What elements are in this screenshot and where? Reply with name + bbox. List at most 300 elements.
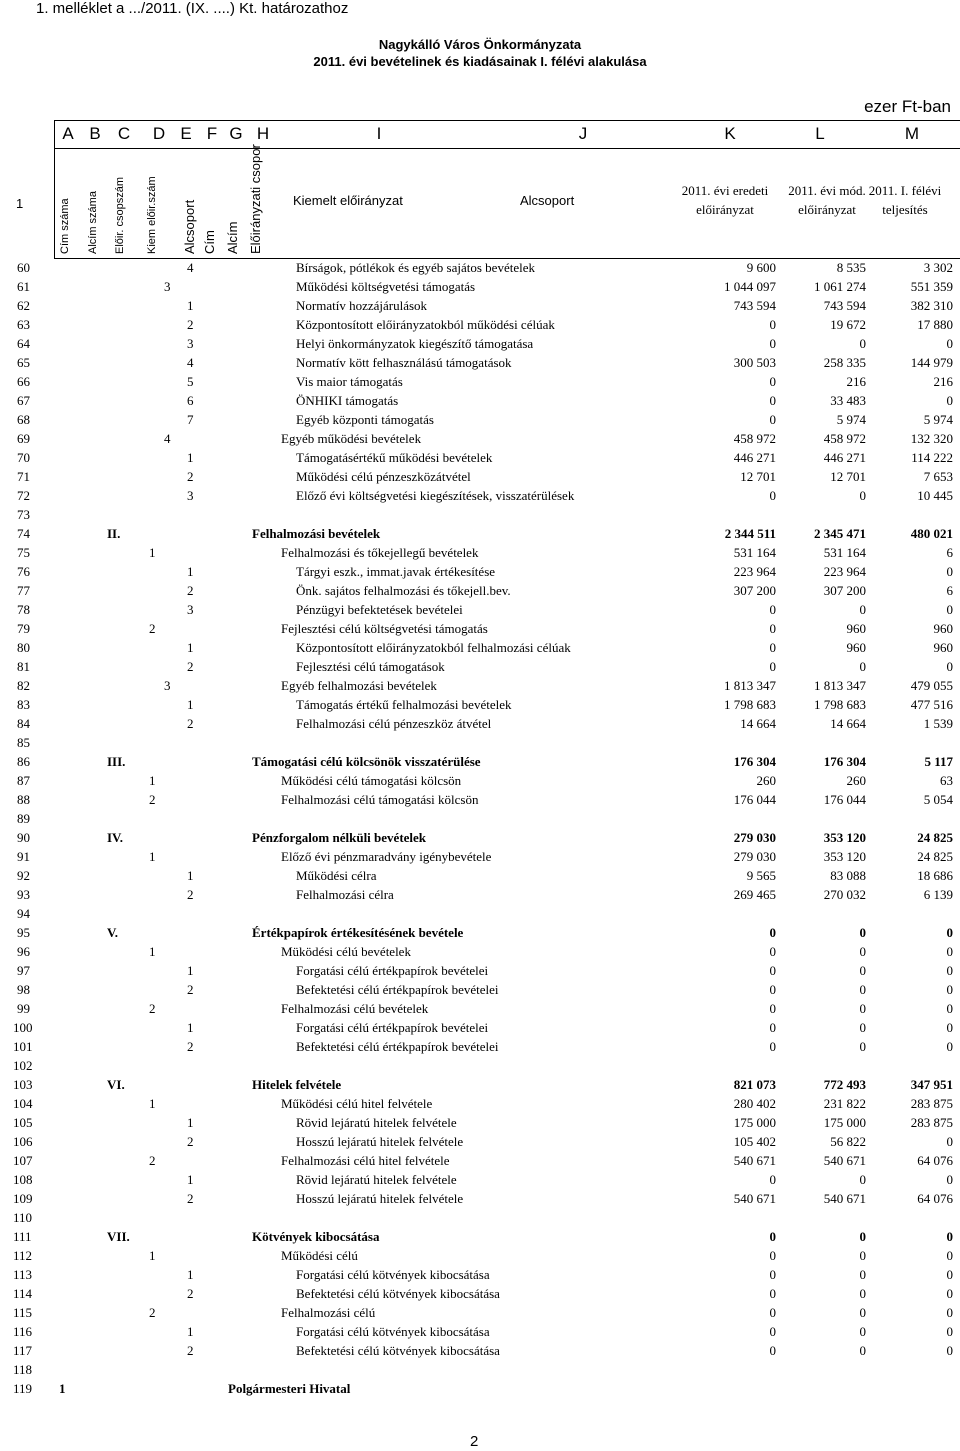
row-value-m: 3 302	[923, 260, 953, 275]
row-value-l: 0	[859, 963, 866, 978]
column-letter: A	[62, 124, 74, 143]
row-number: 73	[17, 507, 30, 522]
table-row	[0, 1037, 960, 1056]
row-number: 106	[13, 1134, 33, 1149]
row-value-m: 64 076	[917, 1153, 953, 1168]
table-row	[0, 391, 960, 410]
row-value-m: 5 054	[923, 792, 953, 807]
row-label: Befektetési célú értékpapírok bevételei	[296, 982, 499, 997]
column-letters-row	[54, 120, 960, 149]
row-number: 82	[17, 678, 30, 693]
row-value-l: 0	[859, 602, 866, 617]
row-value-l: 0	[859, 1286, 866, 1301]
row-value-m: 24 825	[917, 830, 953, 845]
row-label: Működési célú	[281, 1248, 358, 1263]
row-value-l: 33 483	[830, 393, 866, 408]
table-row	[0, 429, 960, 448]
header-line: 2011. I. félévi	[868, 183, 942, 198]
table-row	[0, 1113, 960, 1132]
table-row	[0, 1208, 960, 1227]
row-value-m: 10 445	[917, 488, 953, 503]
row-value-l: 231 822	[823, 1096, 866, 1111]
row-label: Rövid lejáratú hitelek felvétele	[296, 1172, 457, 1187]
row-code: 1	[149, 944, 156, 959]
row-value-m: 347 951	[910, 1077, 953, 1092]
row-code: 1	[149, 1096, 156, 1111]
row-value-l: 223 964	[823, 564, 866, 579]
row-code: 1	[187, 564, 194, 579]
header-rotated-label: Kiem előir.szám	[146, 176, 158, 254]
row-value-k: 0	[769, 374, 776, 389]
header-line: teljesítés	[882, 202, 928, 217]
row-value-k: 0	[769, 1343, 776, 1358]
row-value-m: 64 076	[917, 1191, 953, 1206]
row-label: Vis maior támogatás	[296, 374, 403, 389]
row-value-k: 0	[769, 659, 776, 674]
row-value-m: 17 880	[917, 317, 953, 332]
header-rotated-label: Cím száma	[59, 198, 71, 254]
table-row	[0, 1132, 960, 1151]
row-code: 1	[187, 1267, 194, 1282]
row-number: 76	[17, 564, 30, 579]
row-number: 90	[17, 830, 30, 845]
row-code: 1	[187, 640, 194, 655]
row-value-l: 0	[859, 1343, 866, 1358]
row-number: 91	[17, 849, 30, 864]
row-label: Támogatási célú kölcsönök visszatérülése	[252, 754, 481, 769]
row-value-k: 269 465	[733, 887, 776, 902]
table-row	[0, 1189, 960, 1208]
table-row	[0, 600, 960, 619]
row-value-l: 446 271	[823, 450, 866, 465]
row-value-m: 144 979	[910, 355, 953, 370]
row-value-m: 216	[933, 374, 953, 389]
table-row	[0, 1379, 960, 1398]
table-header	[54, 144, 960, 259]
row-value-l: 0	[859, 1324, 866, 1339]
row-code: 2	[149, 621, 156, 636]
table-row	[0, 1151, 960, 1170]
row-value-m: 0	[946, 1229, 953, 1244]
row-label: Normatív kött felhasználású támogatások	[296, 355, 512, 370]
row-number: 112	[13, 1248, 33, 1263]
row-value-m: 18 686	[917, 868, 953, 883]
row-label: Rövid lejáratú hitelek felvétele	[296, 1115, 457, 1130]
row-code: 2	[187, 982, 194, 997]
row-value-k: 307 200	[733, 583, 776, 598]
row-value-k: 105 402	[733, 1134, 776, 1149]
row-value-k: 540 671	[733, 1153, 776, 1168]
row-value-l: 12 701	[830, 469, 866, 484]
row-value-m: 0	[946, 1020, 953, 1035]
row-label: Befektetési célú kötvények kibocsátása	[296, 1343, 500, 1358]
row-label: Normatív hozzájárulások	[296, 298, 428, 313]
row-label: Forgatási célú értékpapírok bevételei	[296, 1020, 489, 1035]
table-row	[0, 543, 960, 562]
row-label: Egyéb központi támogatás	[296, 412, 434, 427]
table-row	[0, 505, 960, 524]
row-number: 68	[17, 412, 30, 427]
row-label: Helyi önkormányzatok kiegészítő támogatása	[296, 336, 534, 351]
row-value-k: 0	[769, 944, 776, 959]
row-value-m: 0	[946, 1324, 953, 1339]
row-value-k: 0	[769, 1039, 776, 1054]
row-value-m: 0	[946, 1039, 953, 1054]
row-value-m: 0	[946, 1267, 953, 1282]
row-code: 1	[149, 773, 156, 788]
table-row	[0, 524, 960, 543]
row-value-m: 0	[946, 925, 953, 940]
row-number: 61	[17, 279, 30, 294]
table-row	[0, 923, 960, 942]
row-number: 80	[17, 640, 30, 655]
row-value-m: 551 359	[910, 279, 953, 294]
row-label: Tárgyi eszk., immat.javak értékesítése	[296, 564, 496, 579]
row-code: 3	[164, 279, 171, 294]
row-code: 1	[149, 1248, 156, 1263]
row-number: 77	[17, 583, 30, 598]
row-value-m: 960	[933, 621, 953, 636]
row-number: 79	[17, 621, 30, 636]
table-row	[0, 315, 960, 334]
row-code: 2	[187, 317, 194, 332]
document-note: 1. melléklet a .../2011. (IX. ....) Kt. határozathoz	[36, 0, 349, 17]
row-label: Bírságok, pótlékok és egyéb sajátos bevételek	[296, 260, 535, 275]
row-value-l: 540 671	[823, 1191, 866, 1206]
row-value-k: 0	[769, 1229, 776, 1244]
row-label: Felhalmozási célú pénzeszköz átvétel	[296, 716, 492, 731]
header-line: 2011. évi eredeti	[681, 183, 769, 198]
row-value-k: 0	[769, 488, 776, 503]
row-number: 93	[17, 887, 30, 902]
row-value-l: 540 671	[823, 1153, 866, 1168]
row-label: Pénzforgalom nélküli bevételek	[252, 830, 427, 845]
table-row	[0, 1246, 960, 1265]
header-rotated-label: Alcsoport	[182, 199, 197, 254]
row-label: Müködési célú bevételek	[281, 944, 411, 959]
column-letter: I	[376, 124, 382, 143]
row-value-m: 0	[946, 564, 953, 579]
row-value-l: 353 120	[823, 830, 866, 845]
row-value-k: 458 972	[733, 431, 776, 446]
row-number: 75	[17, 545, 30, 560]
row-code: 2	[187, 583, 194, 598]
table-row	[0, 809, 960, 828]
row-value-k: 279 030	[733, 830, 776, 845]
table-row	[0, 1303, 960, 1322]
row-number: 110	[13, 1210, 33, 1225]
table-row	[0, 885, 960, 904]
table-row	[0, 581, 960, 600]
row-value-k: 300 503	[733, 355, 776, 370]
row-label: Működési célú pénzeszközátvétel	[296, 469, 471, 484]
row-value-m: 0	[946, 1001, 953, 1016]
table-row	[0, 657, 960, 676]
table-row	[0, 866, 960, 885]
row-value-m: 0	[946, 336, 953, 351]
row-number: 101	[13, 1039, 33, 1054]
row-number: 87	[17, 773, 30, 788]
header-col-m	[855, 181, 955, 219]
row-value-m: 6 139	[923, 887, 953, 902]
row-label: Önk. sajátos felhalmozási és tőkejell.bev.	[296, 583, 511, 598]
row-label: Előző évi pénzmaradvány igénybevétele	[281, 849, 492, 864]
row-value-m: 63	[940, 773, 953, 788]
row-value-k: 446 271	[733, 450, 776, 465]
row-value-m: 0	[946, 659, 953, 674]
table-row	[0, 1284, 960, 1303]
header-rotated-label: Előir. csopszám	[114, 176, 126, 254]
row-code: 4	[164, 431, 171, 446]
row-value-l: 1 813 347	[814, 678, 866, 693]
column-letter: L	[815, 124, 825, 143]
row-label: Egyéb működési bevételek	[281, 431, 422, 446]
row-label: Befektetési célú kötvények kibocsátása	[296, 1286, 500, 1301]
row-value-l: 176 044	[823, 792, 866, 807]
table-row	[0, 619, 960, 638]
header-rotated-label: Cím	[202, 230, 217, 254]
row-code: II.	[107, 526, 121, 541]
table-row	[0, 258, 960, 277]
column-letter: F	[206, 124, 218, 143]
row-label: Működési célú hitel felvétele	[281, 1096, 433, 1111]
row-value-k: 540 671	[733, 1191, 776, 1206]
table-row	[0, 942, 960, 961]
header-rotated-label: Előirányzati csopor	[248, 144, 263, 254]
row-number: 84	[17, 716, 30, 731]
row-label: Fejlesztési célú támogatások	[296, 659, 445, 674]
table-row	[0, 638, 960, 657]
table-row	[0, 1056, 960, 1075]
row-value-l: 743 594	[823, 298, 866, 313]
row-number: 72	[17, 488, 30, 503]
row-value-k: 176 304	[733, 754, 776, 769]
row-code: 4	[187, 355, 194, 370]
row-value-m: 283 875	[910, 1115, 953, 1130]
row-value-k: 0	[769, 1001, 776, 1016]
row-number: 86	[17, 754, 30, 769]
row-number: 99	[17, 1001, 30, 1016]
row-number: 113	[13, 1267, 33, 1282]
row-value-m: 0	[946, 1248, 953, 1263]
row-label: Felhalmozási bevételek	[252, 526, 381, 541]
row-value-k: 260	[756, 773, 776, 788]
row-value-l: 260	[846, 773, 866, 788]
row-number: 81	[17, 659, 30, 674]
row-value-l: 0	[859, 1229, 866, 1244]
data-table	[0, 258, 960, 1398]
row-value-k: 0	[769, 317, 776, 332]
row-value-m: 0	[946, 1286, 953, 1301]
row-code: 1	[187, 697, 194, 712]
table-row	[0, 1360, 960, 1379]
row-code: 3	[164, 678, 171, 693]
row-value-l: 353 120	[823, 849, 866, 864]
row-value-k: 531 164	[733, 545, 776, 560]
row-code: 1	[187, 963, 194, 978]
row-value-l: 14 664	[830, 716, 866, 731]
row-value-l: 531 164	[823, 545, 866, 560]
table-row	[0, 1227, 960, 1246]
row-value-m: 382 310	[910, 298, 953, 313]
row-number: 89	[17, 811, 30, 826]
row-value-l: 175 000	[823, 1115, 866, 1130]
row-value-k: 0	[769, 640, 776, 655]
row-value-k: 9 600	[746, 260, 776, 275]
row-value-k: 1 044 097	[724, 279, 776, 294]
table-row	[0, 372, 960, 391]
row-value-k: 12 701	[740, 469, 776, 484]
row-code: 1	[187, 1324, 194, 1339]
page-number: 2	[470, 1433, 479, 1450]
header-kiemelt: Kiemelt előirányzat	[293, 193, 403, 208]
row-number: 98	[17, 982, 30, 997]
row-number: 63	[17, 317, 30, 332]
row-code: 1	[187, 450, 194, 465]
row-number: 83	[17, 697, 30, 712]
row-number: 95	[17, 925, 30, 940]
row-value-m: 960	[933, 640, 953, 655]
row-code: 2	[187, 887, 194, 902]
row-value-m: 5 974	[923, 412, 953, 427]
table-row	[0, 695, 960, 714]
row-number: 103	[13, 1077, 33, 1092]
row-code: 5	[187, 374, 194, 389]
column-letter: C	[117, 124, 131, 143]
table-row	[0, 1341, 960, 1360]
row-value-m: 5 117	[924, 754, 953, 769]
header-rotated-label: Alcím száma	[87, 191, 99, 254]
row-code: 2	[187, 1191, 194, 1206]
row-value-m: 114 222	[911, 450, 953, 465]
table-row	[0, 1018, 960, 1037]
row-value-l: 0	[859, 944, 866, 959]
row-label: Forgatási célú kötvények kibocsátása	[296, 1267, 490, 1282]
row-label: Előző évi költségvetési kiegészítések, visszatérülések	[296, 488, 575, 503]
row-value-k: 0	[769, 412, 776, 427]
row-label: Forgatási célú kötvények kibocsátása	[296, 1324, 490, 1339]
row-code: 2	[187, 659, 194, 674]
row-value-l: 19 672	[830, 317, 866, 332]
table-row	[0, 562, 960, 581]
row-value-m: 0	[946, 393, 953, 408]
table-row	[0, 296, 960, 315]
row-label: Polgármesteri Hivatal	[228, 1381, 351, 1396]
row-number: 69	[17, 431, 30, 446]
table-row	[0, 410, 960, 429]
row-value-l: 772 493	[823, 1077, 866, 1092]
row-label: Hosszú lejáratú hitelek felvétele	[296, 1191, 464, 1206]
row-number: 117	[13, 1343, 33, 1358]
row-label: Forgatási célú értékpapírok bevételei	[296, 963, 489, 978]
row-number: 116	[13, 1324, 33, 1339]
row-number: 71	[17, 469, 30, 484]
row-number: 107	[13, 1153, 33, 1168]
row-code: 2	[187, 1286, 194, 1301]
table-row	[0, 1170, 960, 1189]
header-alcsoport: Alcsoport	[520, 193, 575, 208]
row-code: 2	[187, 1134, 194, 1149]
row-label: Támogatásértékű működési bevételek	[296, 450, 493, 465]
row-value-l: 176 304	[823, 754, 866, 769]
row-value-m: 0	[946, 944, 953, 959]
row-number: 97	[17, 963, 30, 978]
row-code: 7	[187, 412, 194, 427]
column-letter: B	[89, 124, 101, 143]
row-value-k: 0	[769, 1172, 776, 1187]
row-label: Egyéb felhalmozási bevételek	[281, 678, 437, 693]
row-value-k: 0	[769, 621, 776, 636]
row-value-k: 9 565	[746, 868, 776, 883]
row-number: 102	[13, 1058, 33, 1073]
row-value-m: 0	[946, 1172, 953, 1187]
row-code: 2	[149, 792, 156, 807]
row-code: VII.	[107, 1229, 130, 1244]
row-code: 2	[149, 1153, 156, 1168]
column-letter: J	[578, 124, 588, 143]
row-label: Felhalmozási célú	[281, 1305, 376, 1320]
row-value-l: 216	[846, 374, 866, 389]
column-letter: E	[180, 124, 192, 143]
row-number: 105	[13, 1115, 33, 1130]
row-value-l: 1 061 274	[814, 279, 866, 294]
row-value-k: 280 402	[733, 1096, 776, 1111]
row-value-l: 0	[859, 1001, 866, 1016]
row-number: 104	[13, 1096, 33, 1111]
row-value-m: 24 825	[917, 849, 953, 864]
row-value-k: 0	[769, 1267, 776, 1282]
row-code: 1	[149, 545, 156, 560]
row-value-k: 176 044	[733, 792, 776, 807]
row-value-l: 960	[846, 640, 866, 655]
unit-label: ezer Ft-ban	[864, 97, 951, 116]
row-value-l: 0	[859, 488, 866, 503]
table-row	[0, 847, 960, 866]
row-code: 6	[187, 393, 194, 408]
row-label: Felhalmozási célra	[296, 887, 394, 902]
row-value-m: 1 539	[923, 716, 953, 731]
row-value-l: 5 974	[836, 412, 866, 427]
column-letter: H	[256, 124, 270, 143]
row-number: 111	[13, 1229, 32, 1244]
row-value-k: 223 964	[733, 564, 776, 579]
row-value-m: 479 055	[910, 678, 953, 693]
row-value-k: 0	[769, 963, 776, 978]
row-value-l: 0	[859, 336, 866, 351]
row-number: 74	[17, 526, 30, 541]
row-value-l: 307 200	[823, 583, 866, 598]
row-label: Működési célú támogatási kölcsön	[281, 773, 462, 788]
row-value-m: 7 653	[923, 469, 953, 484]
row-value-m: 6	[946, 583, 953, 598]
row-label: Fejlesztési célú költségvetési támogatás	[281, 621, 488, 636]
row-number: 78	[17, 602, 30, 617]
row-code: III.	[107, 754, 126, 769]
row-value-k: 279 030	[733, 849, 776, 864]
row-code: 1	[187, 1115, 194, 1130]
row-label: Befektetési célú értékpapírok bevételei	[296, 1039, 499, 1054]
column-letter: G	[229, 124, 243, 143]
row-label: Támogatás értékű felhalmozási bevételek	[296, 697, 512, 712]
table-row	[0, 752, 960, 771]
row-value-l: 0	[859, 1172, 866, 1187]
row-number: 66	[17, 374, 30, 389]
row-code: 2	[187, 469, 194, 484]
row-label: Működési célra	[296, 868, 377, 883]
row-code: 1	[187, 298, 194, 313]
row-number: 70	[17, 450, 30, 465]
row-code: 2	[187, 1343, 194, 1358]
